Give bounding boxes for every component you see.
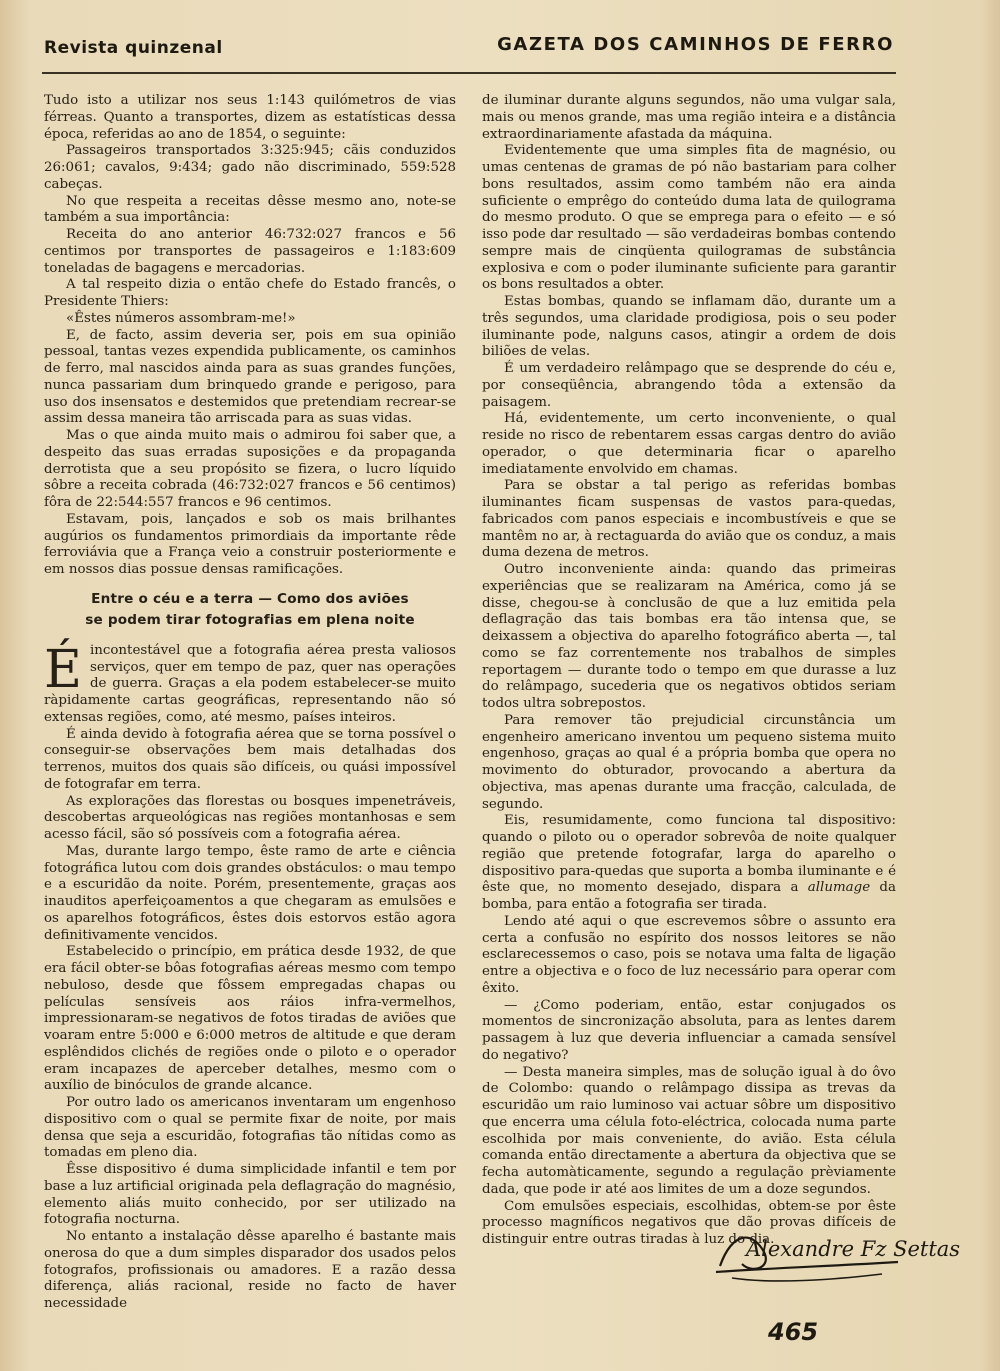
paragraph: Evidentemente que uma simples fita de magnésio, ou umas centenas de gramas de pó não bastariam para colher bons resultados, assim como também não era ainda suficiente o emprêgo do conteúdo duma lata de quilograma do mesmo produto. O que se emprega para o efeito — e só isso pode dar resultado — são verdadeiras bombas contendo sempre mais de cinqüenta quilogramas de substância explosiva e com o poder iluminante suficiente para garantir os bons resultados a obter.	[482, 143, 896, 293]
paragraph: Receita do ano anterior 46:732:027 francos e 56 centimos por transportes de passageiros e 1:183:609 toneladas de bagagens e mercadorias.	[44, 227, 456, 276]
paragraph: de iluminar durante alguns segundos, não uma vulgar sala, mais ou menos grande, mas uma região inteira e a distância extraordinariamente afastada da máquina.	[482, 93, 896, 142]
left-column	[44, 93, 456, 1313]
paragraph: Estabelecido o princípio, em prática desde 1932, de que era fácil obter-se bôas fotografias aéreas mesmo com tempo nebuloso, desde que fôssem empregadas chapas ou películas sensíveis aos ráios infra-vermelhos, impressionaram-se negativos de fotos tiradas de aviões que voaram entre 5:000 e 6:000 metros de altitude e que deram esplêndidos clichés de regiões onde o piloto e o operador eram incapazes de aperceber detalhes, mesmo com o auxílio de binóculos de grande alcance.	[44, 944, 456, 1094]
paragraph: Passageiros transportados 3:325:945; cãis conduzidos 26:061; cavalos, 9:434; gado não discriminado, 559:528 cabeças.	[44, 143, 456, 192]
signature-text: Alexandre Fz Settas	[746, 1237, 961, 1261]
paragraph: — Desta maneira simples, mas de solução igual à do ôvo de Colombo: quando o relâmpago dissipa as trevas da escuridão um raio luminoso vai actuar sôbre um dispositivo que encerra uma célula foto-eléctrica, colocada numa parte escolhida por mais conveniente, do avião. Esta célula comanda então directamente a abertura da objectiva que se fecha automàticamente, segundo a regulação prèviamente dada, que pode ir até aos limites de um a doze segundos.	[482, 1064, 896, 1197]
italic-term: allumage	[807, 880, 871, 896]
article-heading	[44, 589, 456, 631]
header-rule	[42, 72, 896, 74]
paragraph: Com emulsões especiais, escolhidas, obtem-se por êste processo magníficos negativos que dão provas difíceis de distinguir entre outras tiradas à luz do dia.	[482, 1198, 896, 1247]
paragraph: «Êstes números assombram-me!»	[66, 310, 296, 326]
drop-cap: É	[44, 639, 82, 700]
paragraph: Para se obstar a tal perigo as referidas bombas iluminantes ficam suspensas de vastos para-quedas, fabricados com panos especiais e incombustíveis e que se mantêm no ar, à rectaguarda do avião que os conduz, a mais duma dezena de metros.	[482, 478, 896, 561]
page-number: 465	[768, 1318, 819, 1346]
paragraph: incontestável que a fotografia aérea presta valiosos serviços, quer em tempo de paz, quer nas operações de guerra. Graças a ela podem estabelecer-se muito ràpidamente cartas geográficas, representando não só extensas regiões, como, até mesmo, países inteiros.	[44, 642, 456, 725]
paragraph: Mas, durante largo tempo, êste ramo de arte e ciência fotográfica lutou com dois grandes obstáculos: o mau tempo e a escuridão da noite. Porém, presentemente, graças aos inauditos aperfeiçoamentos a que chegaram as emulsões e os aparelhos fotográficos, êstes dois estorvos estão agora definitivamente vencidos.	[44, 843, 456, 943]
first-paragraph	[44, 639, 456, 727]
paragraph: Estas bombas, quando se inflamam dão, durante um a três segundos, uma claridade prodigiosa, pois o seu poder iluminante pode, nalguns casos, atingir a ordem de dois biliões de velas.	[482, 294, 896, 360]
paragraph: Há, evidentemente, um certo inconveniente, o qual reside no risco de rebentarem essas cargas dentro do avião operador, o que determinaria ficar o aparelho imediatamente envolvido em chamas.	[482, 411, 896, 477]
paragraph: Tudo isto a utilizar nos seus 1:143 quilómetros de vias férreas. Quanto a transportes, dizem as estatísticas dessa época, referidas ao ano de 1854, o seguinte:	[44, 93, 456, 142]
paragraph: Por outro lado os americanos inventaram um engenhoso dispositivo com o qual se permite fixar de noite, por mais densa que seja a escuridão, fotografias tão nítidas como as tomadas em pleno dia.	[44, 1095, 456, 1161]
paragraph: E, de facto, assim deveria ser, pois em sua opinião pessoal, tantas vezes expendida publicamente, os caminhos de ferro, mal nascidos ainda para as suas grandes funções, nunca passariam dum brinquedo grande e perigoso, para uso dos insensatos e destemidos que pretendiam recrear-se assim dessa maneira tão arriscada para as suas vidas.	[44, 327, 456, 427]
paragraph: A tal respeito dizia o então chefe do Estado francês, o Presidente Thiers:	[44, 277, 456, 309]
author-signature	[712, 1222, 961, 1284]
heading-line-1: Entre o céu e a terra — Como dos aviões	[91, 590, 409, 607]
paragraph: — ¿Como poderiam, então, estar conjugados os momentos de sincronização absoluta, para as lentes darem passagem à luz que deveria influenciar a camada sensível do negativo?	[482, 997, 896, 1063]
paragraph: Para remover tão prejudicial circunstância um engenheiro americano inventou um pequeno sistema muito engenhoso, graças ao qual é a própria bomba que opera no movimento do obturador, provocando a abertura da objectiva, mas apenas durante uma fracção, calculada, de segundo.	[482, 712, 896, 812]
paragraph: No que respeita a receitas dêsse mesmo ano, note-se também a sua importância:	[44, 193, 456, 226]
header-right: GAZETA DOS CAMINHOS DE FERRO	[497, 34, 894, 55]
paragraph: Lendo até aqui o que escrevemos sôbre o assunto era certa a confusão no espírito dos nossos leitores se não esclarecessemos o caso, pois se notava uma falta de ligação entre a objectiva e o foco de luz necessário para operar com êxito.	[482, 913, 896, 996]
paragraph: É ainda devido à fotografia aérea que se torna possível o conseguir-se observações bem mais detalhadas dos terrenos, muitos dos quais são difíceis, ou quási impossível de fotografar em terra.	[44, 726, 456, 792]
paragraph: Mas o que ainda muito mais o admirou foi saber que, a despeito das suas erradas suposições e da propaganda derrotista que a seu propósito se fizera, o lucro líquido sôbre a receita cobrada (46:732:027 francos e 56 centimos) fôra de 22:544:557 francos e 96 centimos.	[44, 428, 456, 510]
paragraph: É um verdadeiro relâmpago que se desprende do céu e, por conseqüência, abrangendo tôda a extensão da paisagem.	[482, 361, 896, 410]
heading-line-2: se podem tirar fotografias em plena noite	[85, 611, 415, 628]
paragraph: Estavam, pois, lançados e sob os mais brilhantes augúrios os fundamentos primordiais da importante rêde ferroviávia que a França veio a construir posteriormente e em nossos dias possue densas ramificações.	[44, 511, 456, 577]
paragraph: Êsse dispositivo é duma simplicidade infantil e tem por base a luz artificial originada pela deflagração do magnésio, elemento aliás muito conhecido, por ser utilizado na fotografia nocturna.	[44, 1162, 456, 1228]
paragraph: Outro inconveniente ainda: quando das primeiras experiências que se realizaram na América, como já se disse, chegou-se à conclusão de que a luz emitida pela deflagração das tais bombas era tão intensa que, se deixassem a objectiva do aparelho fotográfico aberta —, tal como se faz correntemente nos trabalhos de simples reportagem — durante todo o tempo em que durasse a luz do relâmpago, sucederia que os negativos obtidos seriam todos ultra sobrepostos.	[482, 562, 896, 711]
header-left: Revista quinzenal	[44, 38, 223, 58]
text-run: Eis, resumidamente, como funciona tal dispositivo: quando o piloto ou o operador sobrevôa de noite qualquer região que pretende fotografar, larga do aparelho o dispositivo para-quedas que suporta a bomba iluminante e é êste que, no momento desejado, dispara a	[482, 813, 896, 896]
paragraph: No entanto a instalação dêsse aparelho é bastante mais onerosa do que a dum simples disparador dos usados pelos fotografos, profissionais ou amadores. E a razão dessa diferença, aliás racional, reside no facto de haver necessidade	[44, 1229, 456, 1311]
paragraph: As explorações das florestas ou bosques impenetráveis, descobertas arqueológicas nas regiões montanhosas e sem acesso fácil, são só possíveis com a fotografia aérea.	[44, 793, 456, 842]
paragraph	[482, 813, 896, 914]
text-run: da bomba, para então a fotografia ser tirada.	[482, 880, 896, 912]
right-column	[482, 93, 896, 1249]
